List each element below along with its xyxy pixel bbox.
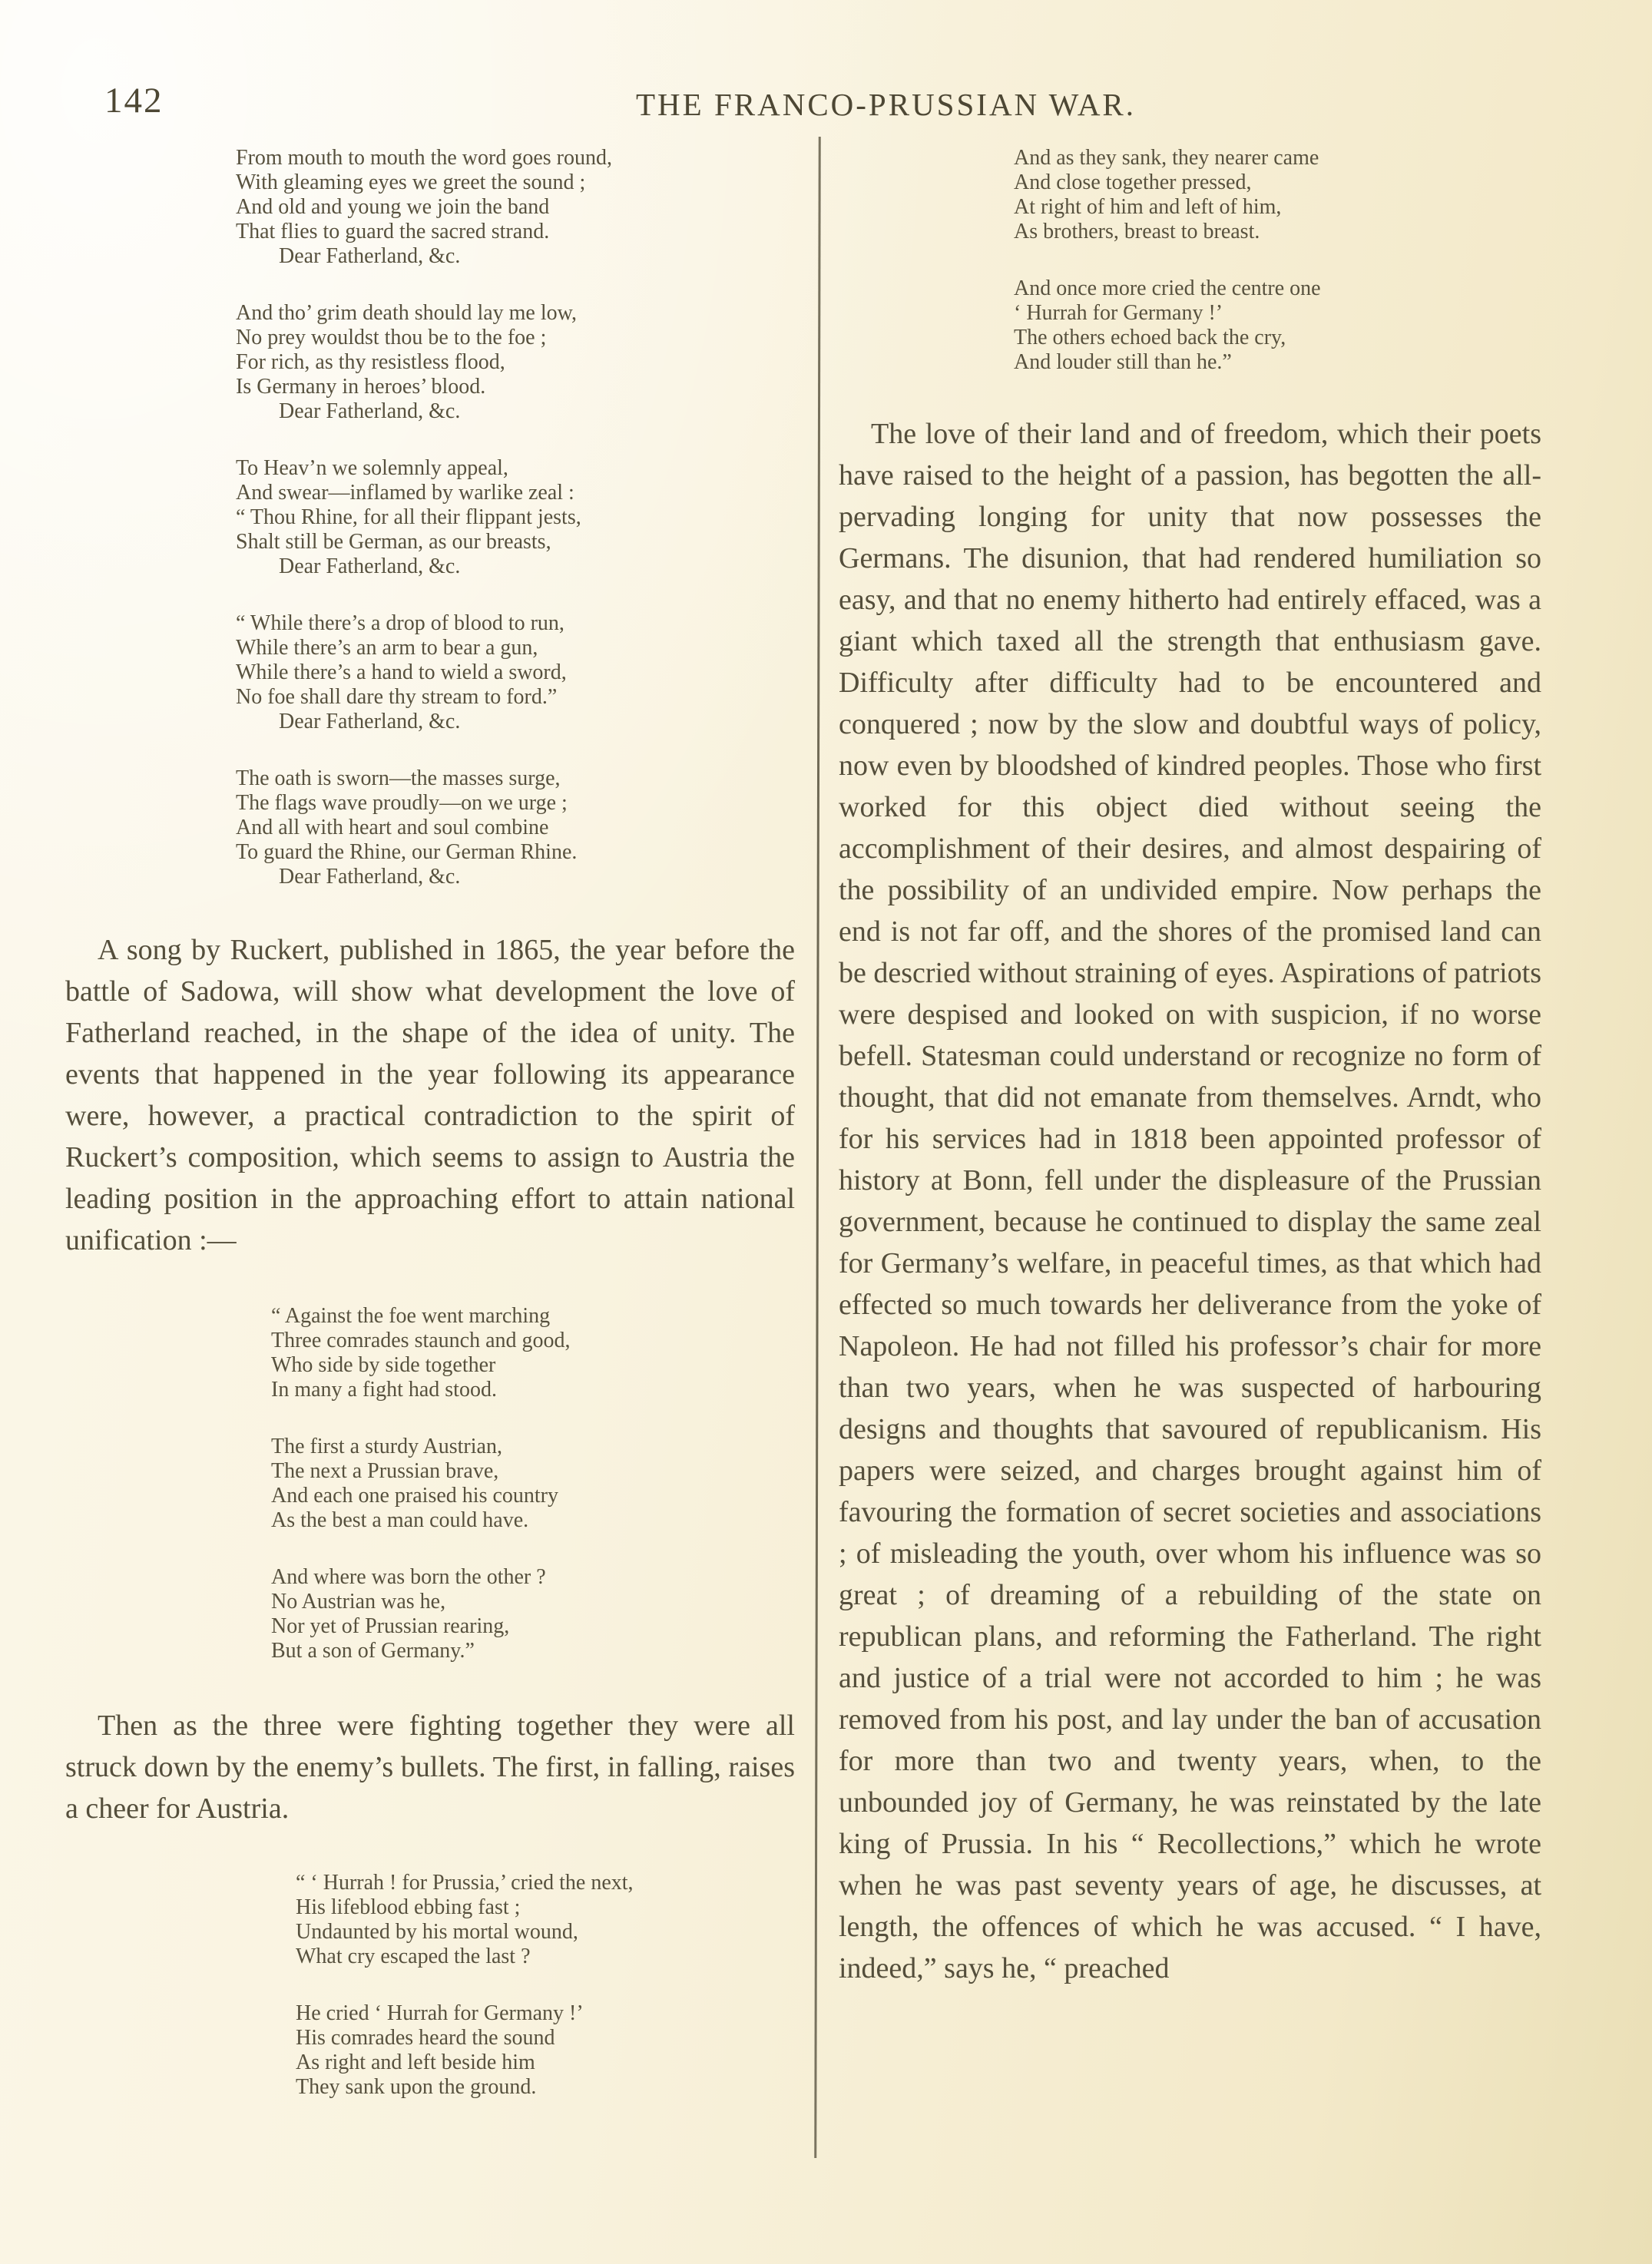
poem-line: To guard the Rhine, our German Rhine. [236,840,578,864]
poem-stanza [271,1565,795,1663]
poem-line: Nor yet of Prussian rearing, [271,1614,510,1638]
poem-line: “ While there’s a drop of blood to run, [236,611,564,635]
poem-line: With gleaming eyes we greet the sound ; [236,170,586,194]
poem-line: And old and young we join the band [236,195,550,219]
poem-line: As brothers, breast to breast. [1014,220,1260,243]
poem-stanza [296,1871,795,1969]
poem-line: They sank upon the ground. [296,2075,537,2099]
poem-stanza [271,1304,795,1402]
poem-line: And all with heart and soul combine [236,816,549,839]
poem-refrain: Dear Fatherland, &c. [279,399,461,423]
poem-line: The next a Prussian brave, [271,1459,499,1483]
paragraph-ruckert: A song by Ruckert, published in 1865, the year before the battle of Sadowa, will show what development the love of Fatherland reached, in the shape of the idea of unity. The events that happened in the year following its appearance were, however, a practical contradiction to the spirit of Ruckert’s composition, which seems to assign to Austria the leading position in the approaching effort to attain national unification :— [65,934,795,1256]
poem-line: No prey wouldst thou be to the foe ; [236,326,547,349]
poem-stanza [236,456,795,579]
poem-hurrah [296,1871,795,2100]
poem-comrades [271,1304,795,1663]
poem-line: Shalt still be German, as our breasts, [236,530,551,554]
poem-line: And each one praised his country [271,1484,558,1508]
poem-stanza [236,611,795,734]
poem-line: While there’s an arm to bear a gun, [236,636,538,660]
poem-line: The first a sturdy Austrian, [271,1435,502,1458]
poem-sank [1014,146,1541,375]
poem-stanza [271,1435,795,1533]
poem-line: In many a fight had stood. [271,1378,497,1402]
paragraph-love-of-land: The love of their land and of freedom, which their poets have raised to the height of a passion, has begotten the all-pervading longing for unity that now possesses the Germans. The disunion, that had rendered humiliation so easy, and that no enemy hitherto had entirely effaced, was a giant which taxed all the strength that enthusiasm gave. Difficulty after difficulty had to be encountered and conquered ; now by the slow and doubtful ways of policy, now even by bloodshed of kindred peoples. Those who first worked for this object died without seeing the accomplishment of their desires, and almost despairing of the possibility of an undivided empire. Now perhaps the end is not far off, and the shores of the promised land can be descried without straining of eyes. Aspirations of patriots were despised and looked on with suspicion, if no worse befell. Statesman could understand or recognize no form of thought, that did not emanate from themselves. Arndt, who for his services had in 1818 been appointed professor of history at Bonn, fell under the displeasure of the Prussian government, because he continued to display the same zeal for Germany’s welfare, in peaceful times, as that which had effected so much towards her deliverance from the yoke of Napoleon. He had not filled his professor’s chair for more than two years, when he was suspected of harbouring designs and thoughts that savoured of republicanism. His papers were seized, and charges brought against him of favouring the formation of secret societies and associations ; of misleading the youth, over whom his influence was so great ; of dreaming of a rebuilding of the state on republican plans, and reforming the Fatherland. The right and justice of a trial were not accorded to him ; he was removed from his post, and lay under the ban of accusation for more than two and twenty years, when, to the unbounded joy of Germany, he was reinstated by the late king of Prussia. In his “ Recollections,” which he wrote when he was past seventy years of age, he discusses, at length, the offences of which he was accused. “ I have, indeed,” says he, “ preached [839,418,1541,1984]
poem-stanza [236,766,795,889]
poem-line: ‘ Hurrah for Germany !’ [1014,301,1223,325]
poem-line: As the best a man could have. [271,1508,529,1532]
poem-line: Is Germany in heroes’ blood. [236,375,486,399]
poem-stanza [236,146,795,269]
poem-line: “ Thou Rhine, for all their flippant jests, [236,505,581,529]
poem-refrain: Dear Fatherland, &c. [279,865,461,889]
poem-line: And louder still than he.” [1014,350,1232,374]
poem-line: “ Against the foe went marching [271,1304,551,1328]
page-number: 142 [104,81,164,121]
right-column [839,146,1541,1989]
poem-line: And swear—inflamed by warlike zeal : [236,481,574,505]
poem-refrain: Dear Fatherland, &c. [279,244,461,268]
poem-line: What cry escaped the last ? [296,1945,531,1968]
poem-refrain: Dear Fatherland, &c. [279,710,461,733]
poem-line: And where was born the other ? [271,1565,546,1589]
poem-line: No foe shall dare thy stream to ford.” [236,685,558,709]
poem-stanza [236,301,795,424]
poem-line: The others echoed back the cry, [1014,326,1286,349]
poem-line: And tho’ grim death should lay me low, [236,301,578,325]
left-column [65,146,795,2100]
paragraph-then: Then as the three were fighting together they were all struck down by the enemy’s bullets. The first, in falling, raises a cheer for Austria. [65,1710,795,1825]
poem-line: To Heav’n we solemnly appeal, [236,456,508,480]
poem-line: But a son of Germany.” [271,1639,475,1663]
poem-line: For rich, as thy resistless flood, [236,350,505,374]
poem-line: He cried ‘ Hurrah for Germany !’ [296,2001,584,2025]
poem-line: The flags wave proudly—on we urge ; [236,791,568,815]
column-divider [814,137,821,2158]
poem-line: And close together pressed, [1014,170,1252,194]
poem-line: Undaunted by his mortal wound, [296,1920,578,1944]
poem-line: His lifeblood ebbing fast ; [296,1895,521,1919]
poem-stanza [1014,276,1541,375]
poem-line: While there’s a hand to wield a sword, [236,660,567,684]
poem-stanza [296,2001,795,2100]
poem-line: As right and left beside him [296,2051,535,2074]
poem-line: And once more cried the centre one [1014,276,1321,300]
poem-line: That flies to guard the sacred strand. [236,220,550,243]
poem-line: “ ‘ Hurrah ! for Prussia,’ cried the next, [296,1871,634,1895]
poem-refrain: Dear Fatherland, &c. [279,554,461,578]
running-header-title: THE FRANCO-PRUSSIAN WAR. [636,87,1137,122]
poem-line: Three comrades staunch and good, [271,1329,571,1352]
poem-stanza [1014,146,1541,244]
poem-line: And as they sank, they nearer came [1014,146,1319,170]
poem-line: The oath is sworn—the masses surge, [236,766,561,790]
poem-line: From mouth to mouth the word goes round, [236,146,612,170]
poem-line: Who side by side together [271,1353,496,1377]
poem-line: At right of him and left of him, [1014,195,1282,219]
poem-fatherland [236,146,795,889]
poem-line: His comrades heard the sound [296,2026,555,2050]
poem-line: No Austrian was he, [271,1590,446,1614]
